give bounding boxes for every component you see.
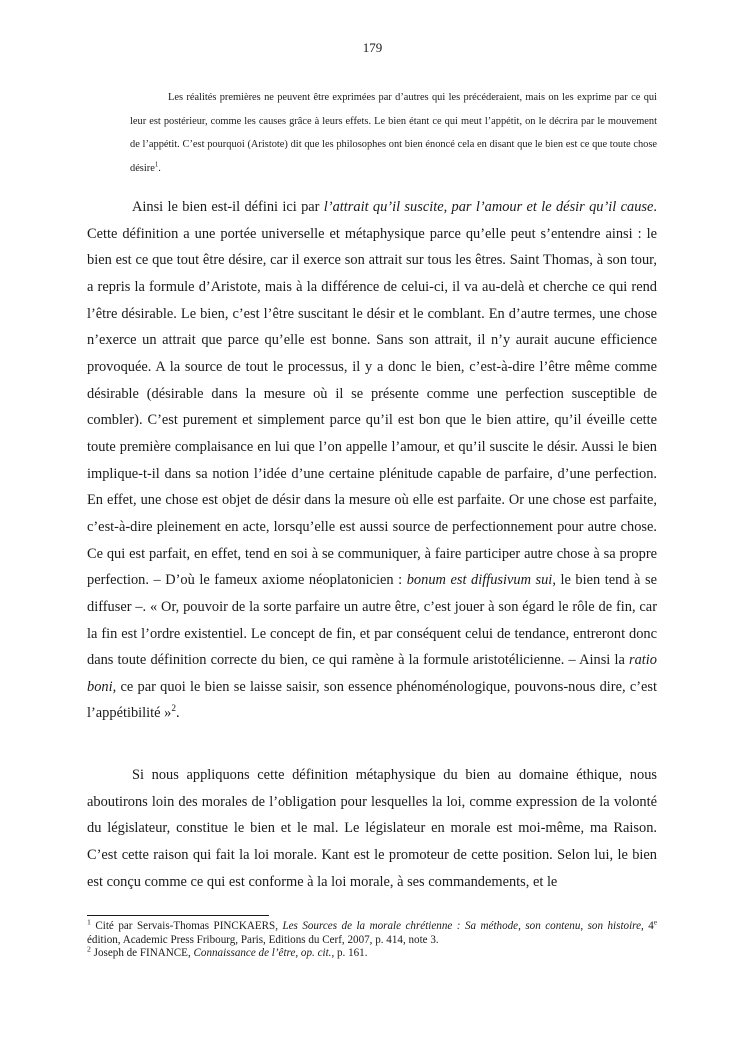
footnote-1-mark: 1	[87, 917, 91, 927]
footnote-ref-1[interactable]: 1	[154, 161, 159, 169]
footnote-1-text-c: édition, Academic Press Fribourg, Paris, Editions du Cerf, 2007, p. 414, note 3.	[87, 933, 439, 946]
footnote-2-text-a: Joseph de FINANCE,	[90, 947, 194, 960]
footnote-2	[87, 944, 657, 961]
footnote-1-text-a: Cité par Servais-Thomas PINCKAERS,	[90, 920, 283, 932]
paragraph-1-s2: . Cette définition a une portée universelle et métaphysique parce qu’elle peut s’entendre ainsi : le bien est ce que tout être désire, car il exerce son attrait sur tous les êtres. Saint Thomas, à son tour, a repris la formule d’Aristote, mais à la différence de celui-ci, il va au-delà et cherche ce qui rend l’être désirable. Le bien, c’est l’être suscitant le désir et le comblant. En d’autre termes, une chose n’exerce un attrait que parce qu’elle est bonne. Sans son attrait, il n’y aurait aucune efficience provoquée. A la source de tout le processus, il y a donc le bien, c’est-à-dire l’être même comme désirable (désirable dans la mesure où il se présente comme une perfection susceptible de combler). C’est purement et simplement parce qu’il est bon que le bien attire, qu’il éveille cette toute première complaisance en lui que l’on appelle l’amour, et qu’il suscite le désir. Aussi le bien implique-t-il dans sa notion l’idée d’une certaine plénitude capable de parfaire, d’une perfection. En effet, une chose est objet de désir dans la mesure où elle est parfaite. Or une chose est parfaite, c’est-à-dire pleinement en acte, lorsqu’elle est aussi source de perfectionnement pour autre chose. Ce qui est parfait, en effet, tend en soi à se communiquer, à faire participer autre chose à sa propre perfection. – D’où le fameux axiome néoplatonicien :	[87, 199, 657, 589]
footnote-2-title: Connaissance de l’être, op. cit.,	[193, 947, 335, 960]
paragraph-1-emphasis-3: ratio boni,	[87, 652, 657, 695]
paragraph-1-s4: ce par quoi le bien se laisse saisir, son essence phénoménologique, pouvons-nous dire, c’est l’appétibilité »	[87, 678, 657, 722]
paragraph-1-s3: , le bien tend à se diffuser –. « Or, pouvoir de la sorte parfaire un autre être, c’est jouer à son égard le rôle de fin, car la fin est l’ordre existentiel. Le concept de fin, et par conséquent celui de tendance, entreront donc dans toute définition correcte du bien, ce qui ramène à la formule aristotélicienne. – Ainsi la	[87, 572, 657, 669]
paragraph-1-end: .	[176, 705, 180, 722]
paragraph-1-s1: Ainsi le bien est-il défini ici par	[132, 199, 324, 215]
footnote-ref-2[interactable]: 2	[171, 704, 176, 715]
footnote-1-title: Les Sources de la morale chrétienne : Sa méthode, son contenu, son histoire,	[282, 920, 644, 932]
footnote-2-mark: 2	[87, 944, 91, 954]
paragraph-2-text: Si nous appliquons cette définition métaphysique du bien au domaine éthique, nous aboutirons loin des morales de l’obligation pour lesquelles la loi, comme expression de la volonté du législateur, constitue le bien et le mal. Le législateur en morale est moi-même, ma Raison. C’est cette raison qui fait la loi morale. Kant est le promoteur de cette position. Selon lui, le bien est conçu comme ce qui est conforme à la loi morale, à ses commandements, et le	[87, 767, 657, 890]
quote-text: Les réalités premières ne peuvent être exprimées par d’autres qui les précéderaient, mais on les exprime par ce qui leur est postérieur, comme les causes grâce à leurs effets. Le bien étant ce qui meut l’appétit, on le décrira par le mouvement de l’appétit. C’est pourquoi (Aristote) dit que les philosophes ont bien énoncé cela en disant que le bien est ce que toute chose désire	[130, 92, 657, 174]
footnote-1-text-b: 4	[643, 920, 654, 932]
footnote-1-edition-sup: e	[653, 918, 658, 927]
quote-end: .	[158, 162, 161, 174]
block-quote	[130, 86, 657, 180]
footnote-2-text-b: p. 161.	[334, 947, 368, 960]
paragraph-1-emphasis-1: l’attrait qu’il suscite, par l’amour et le désir qu’il cause	[323, 199, 654, 215]
footnote-1	[87, 917, 658, 947]
page-number: 179	[362, 40, 383, 55]
footnotes	[87, 917, 658, 961]
footnote-separator	[87, 915, 269, 916]
paragraph-1-emphasis-2: bonum est diffusivum sui	[406, 572, 553, 589]
paragraph-1	[87, 194, 657, 727]
paragraph-2	[87, 762, 657, 895]
